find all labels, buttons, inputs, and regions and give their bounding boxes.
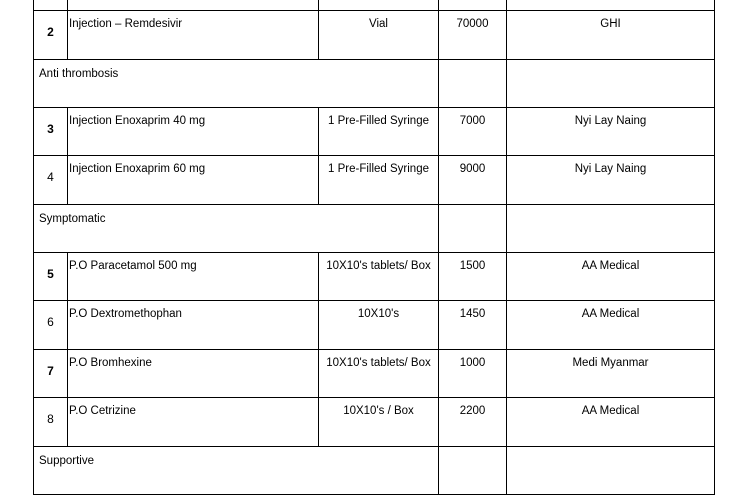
medicine-name: P.O Bromhexine <box>68 349 319 398</box>
cell-empty <box>68 0 319 11</box>
medicine-name: P.O Paracetamol 500 mg <box>68 252 319 301</box>
row-number: 8 <box>34 398 68 447</box>
cell-empty <box>319 0 439 11</box>
price-cell: 7000 <box>439 107 507 156</box>
group-header-row <box>34 446 715 494</box>
unit-cell: 1 Pre-Filled Syringe <box>319 156 439 205</box>
supplier-cell: AA Medical <box>507 398 715 447</box>
cell-empty <box>507 204 715 252</box>
group-header-row <box>34 204 715 252</box>
supplier-cell: Medi Myanmar <box>507 349 715 398</box>
group-label: Symptomatic <box>34 204 439 252</box>
row-number: 3 <box>34 107 68 156</box>
medicine-name: Injection Enoxaprim 40 mg <box>68 107 319 156</box>
medicine-name: P.O Cetrizine <box>68 398 319 447</box>
price-cell: 9000 <box>439 156 507 205</box>
table-row <box>34 301 715 350</box>
unit-cell: 10X10's / Box <box>319 398 439 447</box>
cell-empty <box>507 446 715 494</box>
price-cell: 70000 <box>439 11 507 60</box>
supplier-cell: GHI <box>507 11 715 60</box>
cell-empty <box>439 446 507 494</box>
group-label: Anti thrombosis <box>34 59 439 107</box>
price-cell: 1000 <box>439 349 507 398</box>
supplier-cell: Nyi Lay Naing <box>507 107 715 156</box>
supplier-cell: AA Medical <box>507 301 715 350</box>
cell-empty <box>34 0 68 11</box>
medicine-price-table <box>33 0 715 495</box>
table-row <box>34 156 715 205</box>
unit-cell: Vial <box>319 11 439 60</box>
supplier-cell: Nyi Lay Naing <box>507 156 715 205</box>
medicine-name: Injection Enoxaprim 60 mg <box>68 156 319 205</box>
cell-empty <box>507 0 715 11</box>
row-number: 5 <box>34 252 68 301</box>
table-row <box>34 11 715 60</box>
group-label: Supportive <box>34 446 439 494</box>
medicine-name: P.O Dextromethophan <box>68 301 319 350</box>
unit-cell: 10X10's tablets/ Box <box>319 252 439 301</box>
price-cell: 2200 <box>439 398 507 447</box>
unit-cell: 10X10's tablets/ Box <box>319 349 439 398</box>
cell-empty <box>507 59 715 107</box>
row-number: 4 <box>34 156 68 205</box>
table-row <box>34 252 715 301</box>
row-number: 6 <box>34 301 68 350</box>
row-number: 7 <box>34 349 68 398</box>
unit-cell: 10X10's <box>319 301 439 350</box>
unit-cell: 1 Pre-Filled Syringe <box>319 107 439 156</box>
table-row <box>34 349 715 398</box>
table-row-previous <box>34 0 715 11</box>
price-cell: 1450 <box>439 301 507 350</box>
row-number: 2 <box>34 11 68 60</box>
group-header-row <box>34 59 715 107</box>
cell-empty <box>439 0 507 11</box>
supplier-cell: AA Medical <box>507 252 715 301</box>
table-body <box>34 0 715 494</box>
table-row <box>34 107 715 156</box>
table-row <box>34 398 715 447</box>
price-cell: 1500 <box>439 252 507 301</box>
medicine-name: Injection – Remdesivir <box>68 11 319 60</box>
cell-empty <box>439 204 507 252</box>
cell-empty <box>439 59 507 107</box>
